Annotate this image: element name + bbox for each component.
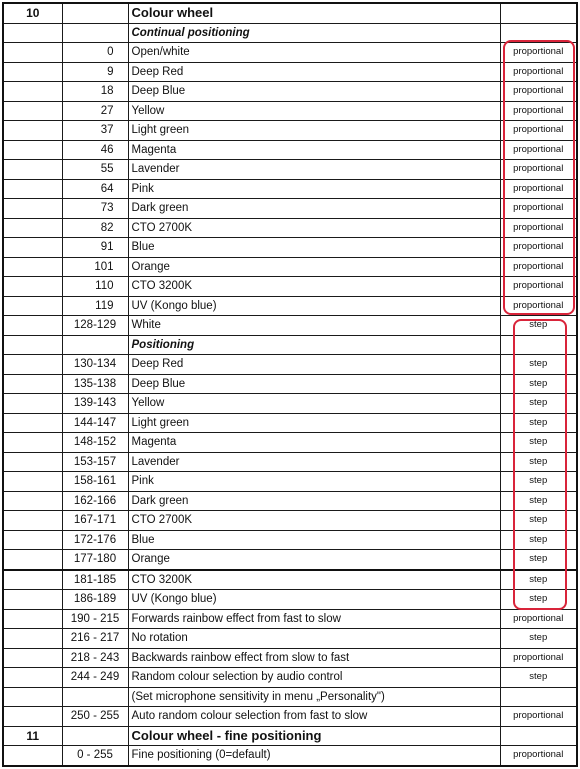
function-cell: Dark green	[128, 199, 500, 219]
function-cell: Deep Red	[128, 355, 500, 375]
channel-cell: 10	[3, 3, 62, 23]
function-cell: Pink	[128, 179, 500, 199]
table-row	[3, 62, 577, 82]
value-cell: 119	[62, 296, 128, 316]
value-cell: 55	[62, 160, 128, 180]
dmx-channel-table	[2, 2, 578, 767]
type-cell: proportional	[500, 648, 577, 668]
type-cell: step	[500, 511, 577, 531]
table-row	[3, 491, 577, 511]
function-cell: White	[128, 316, 500, 336]
type-cell: step	[500, 570, 577, 590]
channel-cell	[3, 257, 62, 277]
table-row	[3, 590, 577, 610]
value-cell: 110	[62, 277, 128, 297]
channel-cell	[3, 609, 62, 629]
value-cell: 18	[62, 82, 128, 102]
value-cell: 46	[62, 140, 128, 160]
channel-cell	[3, 316, 62, 336]
table-row	[3, 43, 577, 63]
channel-cell	[3, 82, 62, 102]
type-cell: proportional	[500, 43, 577, 63]
type-cell: proportional	[500, 179, 577, 199]
function-cell: Yellow	[128, 394, 500, 414]
table-row	[3, 707, 577, 727]
value-cell: 158-161	[62, 472, 128, 492]
table-body	[3, 3, 577, 766]
type-cell: proportional	[500, 140, 577, 160]
table-row	[3, 296, 577, 316]
type-cell	[500, 726, 577, 746]
type-cell: proportional	[500, 160, 577, 180]
table-row	[3, 23, 577, 43]
value-cell: 0	[62, 43, 128, 63]
table-row	[3, 530, 577, 550]
value-cell: 135-138	[62, 374, 128, 394]
table-row	[3, 257, 577, 277]
dmx-channel-table-sheet	[2, 2, 576, 767]
value-cell: 128-129	[62, 316, 128, 336]
value-cell: 0 - 255	[62, 746, 128, 766]
table-row	[3, 472, 577, 492]
function-cell: Colour wheel - fine positioning	[128, 726, 500, 746]
table-row	[3, 511, 577, 531]
type-cell	[500, 23, 577, 43]
table-row	[3, 140, 577, 160]
value-cell: 91	[62, 238, 128, 258]
table-row	[3, 82, 577, 102]
table-row	[3, 335, 577, 355]
function-cell: Dark green	[128, 491, 500, 511]
type-cell: step	[500, 629, 577, 649]
type-cell: step	[500, 374, 577, 394]
value-cell: 148-152	[62, 433, 128, 453]
table-row	[3, 238, 577, 258]
channel-cell	[3, 530, 62, 550]
type-cell	[500, 3, 577, 23]
value-cell: 167-171	[62, 511, 128, 531]
function-cell: Orange	[128, 257, 500, 277]
type-cell: proportional	[500, 199, 577, 219]
type-cell: step	[500, 590, 577, 610]
table-row	[3, 687, 577, 707]
channel-cell	[3, 394, 62, 414]
value-cell: 177-180	[62, 550, 128, 570]
channel-cell	[3, 629, 62, 649]
value-cell: 101	[62, 257, 128, 277]
channel-cell	[3, 296, 62, 316]
type-cell: step	[500, 530, 577, 550]
function-cell: Lavender	[128, 452, 500, 472]
function-cell: Deep Red	[128, 62, 500, 82]
function-cell: Blue	[128, 530, 500, 550]
table-row	[3, 668, 577, 688]
value-cell: 244 - 249	[62, 668, 128, 688]
channel-cell	[3, 433, 62, 453]
table-row	[3, 394, 577, 414]
value-cell: 190 - 215	[62, 609, 128, 629]
value-cell: 181-185	[62, 570, 128, 590]
type-cell: step	[500, 550, 577, 570]
function-cell: Magenta	[128, 433, 500, 453]
table-row	[3, 570, 577, 590]
type-cell: step	[500, 668, 577, 688]
channel-cell	[3, 335, 62, 355]
channel-cell	[3, 179, 62, 199]
function-cell: CTO 2700K	[128, 218, 500, 238]
table-row	[3, 218, 577, 238]
table-row	[3, 160, 577, 180]
function-cell: Deep Blue	[128, 374, 500, 394]
table-row	[3, 316, 577, 336]
type-cell: step	[500, 491, 577, 511]
type-cell: proportional	[500, 101, 577, 121]
channel-cell	[3, 199, 62, 219]
type-cell: step	[500, 355, 577, 375]
type-cell: step	[500, 452, 577, 472]
function-cell: No rotation	[128, 629, 500, 649]
table-row	[3, 746, 577, 766]
channel-cell	[3, 140, 62, 160]
table-row	[3, 550, 577, 570]
channel-cell	[3, 238, 62, 258]
table-row	[3, 648, 577, 668]
function-cell: Deep Blue	[128, 82, 500, 102]
type-cell: step	[500, 433, 577, 453]
type-cell: proportional	[500, 218, 577, 238]
channel-cell	[3, 413, 62, 433]
value-cell	[62, 23, 128, 43]
channel-cell	[3, 511, 62, 531]
function-cell: Yellow	[128, 101, 500, 121]
channel-cell	[3, 62, 62, 82]
type-cell: proportional	[500, 82, 577, 102]
type-cell: proportional	[500, 296, 577, 316]
channel-cell	[3, 648, 62, 668]
type-cell	[500, 687, 577, 707]
channel-cell	[3, 550, 62, 570]
table-row	[3, 355, 577, 375]
function-cell: UV (Kongo blue)	[128, 590, 500, 610]
function-cell: Pink	[128, 472, 500, 492]
table-row	[3, 199, 577, 219]
value-cell: 162-166	[62, 491, 128, 511]
type-cell: proportional	[500, 707, 577, 727]
table-row	[3, 413, 577, 433]
channel-cell	[3, 121, 62, 141]
channel-cell	[3, 746, 62, 766]
type-cell	[500, 335, 577, 355]
value-cell	[62, 726, 128, 746]
channel-cell	[3, 43, 62, 63]
value-cell: 9	[62, 62, 128, 82]
table-row	[3, 179, 577, 199]
channel-cell	[3, 277, 62, 297]
type-cell: proportional	[500, 277, 577, 297]
function-cell: Light green	[128, 121, 500, 141]
value-cell: 172-176	[62, 530, 128, 550]
value-cell: 73	[62, 199, 128, 219]
channel-cell	[3, 472, 62, 492]
table-row	[3, 433, 577, 453]
function-cell: CTO 3200K	[128, 570, 500, 590]
value-cell: 64	[62, 179, 128, 199]
value-cell: 153-157	[62, 452, 128, 472]
value-cell: 186-189	[62, 590, 128, 610]
type-cell: proportional	[500, 609, 577, 629]
value-cell: 27	[62, 101, 128, 121]
function-cell: CTO 3200K	[128, 277, 500, 297]
channel-cell	[3, 491, 62, 511]
function-cell: Magenta	[128, 140, 500, 160]
value-cell	[62, 687, 128, 707]
type-cell: proportional	[500, 257, 577, 277]
type-cell: proportional	[500, 62, 577, 82]
type-cell: proportional	[500, 746, 577, 766]
table-row	[3, 277, 577, 297]
type-cell: step	[500, 413, 577, 433]
value-cell: 139-143	[62, 394, 128, 414]
function-cell: Auto random colour selection from fast to slow	[128, 707, 500, 727]
channel-cell	[3, 101, 62, 121]
channel-cell	[3, 687, 62, 707]
function-cell: Light green	[128, 413, 500, 433]
channel-cell	[3, 374, 62, 394]
value-cell: 250 - 255	[62, 707, 128, 727]
value-cell	[62, 3, 128, 23]
type-cell: proportional	[500, 121, 577, 141]
function-cell: Positioning	[128, 335, 500, 355]
function-cell: Blue	[128, 238, 500, 258]
channel-cell	[3, 590, 62, 610]
type-cell: step	[500, 394, 577, 414]
channel-cell	[3, 707, 62, 727]
table-row	[3, 101, 577, 121]
table-row	[3, 452, 577, 472]
table-row	[3, 609, 577, 629]
value-cell: 144-147	[62, 413, 128, 433]
function-cell: Forwards rainbow effect from fast to slow	[128, 609, 500, 629]
function-cell: Open/white	[128, 43, 500, 63]
function-cell: Continual positioning	[128, 23, 500, 43]
channel-cell	[3, 668, 62, 688]
type-cell: step	[500, 316, 577, 336]
type-cell: step	[500, 472, 577, 492]
table-row	[3, 3, 577, 23]
type-cell: proportional	[500, 238, 577, 258]
function-cell: UV (Kongo blue)	[128, 296, 500, 316]
channel-cell	[3, 160, 62, 180]
table-row	[3, 374, 577, 394]
value-cell: 218 - 243	[62, 648, 128, 668]
function-cell: Colour wheel	[128, 3, 500, 23]
value-cell	[62, 335, 128, 355]
value-cell: 216 - 217	[62, 629, 128, 649]
function-cell: Random colour selection by audio control	[128, 668, 500, 688]
channel-cell	[3, 452, 62, 472]
function-cell: Backwards rainbow effect from slow to fast	[128, 648, 500, 668]
function-cell: (Set microphone sensitivity in menu „Personality")	[128, 687, 500, 707]
function-cell: CTO 2700K	[128, 511, 500, 531]
channel-cell	[3, 218, 62, 238]
channel-cell	[3, 23, 62, 43]
value-cell: 37	[62, 121, 128, 141]
channel-cell: 11	[3, 726, 62, 746]
table-row	[3, 726, 577, 746]
value-cell: 130-134	[62, 355, 128, 375]
value-cell: 82	[62, 218, 128, 238]
function-cell: Orange	[128, 550, 500, 570]
channel-cell	[3, 355, 62, 375]
channel-cell	[3, 570, 62, 590]
table-row	[3, 121, 577, 141]
function-cell: Fine positioning (0=default)	[128, 746, 500, 766]
table-row	[3, 629, 577, 649]
function-cell: Lavender	[128, 160, 500, 180]
